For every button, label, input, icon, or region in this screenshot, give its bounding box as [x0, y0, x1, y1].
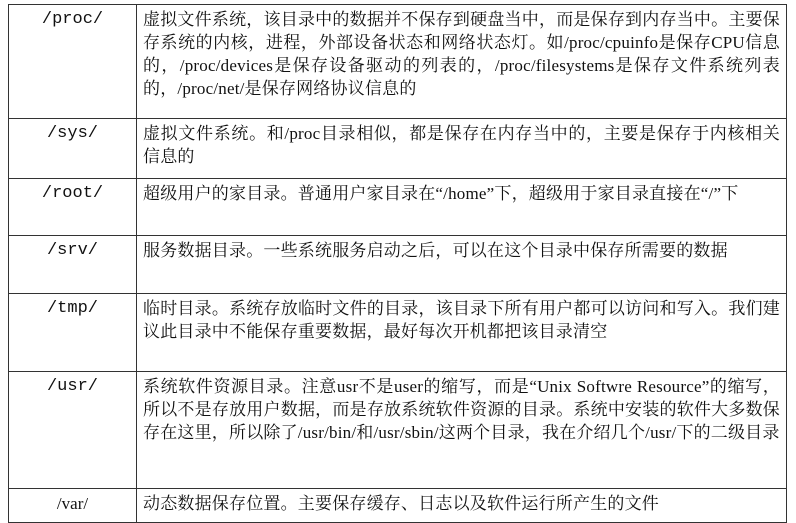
- directory-path: /sys/: [9, 119, 137, 179]
- directory-path: /srv/: [9, 236, 137, 294]
- directory-path: /proc/: [9, 5, 137, 119]
- table-row: [9, 179, 787, 236]
- directory-description: 服务数据目录。一些系统服务启动之后，可以在这个目录中保存所需要的数据: [137, 236, 787, 294]
- directory-description: 超级用户的家目录。普通用户家目录在“/home”下，超级用于家目录直接在“/”下: [137, 179, 787, 236]
- directory-description: 动态数据保存位置。主要保存缓存、日志以及软件运行所产生的文件: [137, 489, 787, 523]
- directory-description: 系统软件资源目录。注意usr不是user的缩写，而是“Unix Softwre Resource”的缩写，所以不是存放用户数据，而是存放系统软件资源的目录。系统中安装的软件大多数保存在这里，所以除了/usr/bin/和/usr/sbin/这两个目录，我在介绍几个/usr/下的二级目录: [137, 372, 787, 489]
- directory-table: [8, 4, 787, 523]
- table-row: [9, 372, 787, 489]
- directory-description: 临时目录。系统存放临时文件的目录，该目录下所有用户都可以访问和写入。我们建议此目录中不能保存重要数据，最好每次开机都把该目录清空: [137, 294, 787, 372]
- directory-description: 虚拟文件系统，该目录中的数据并不保存到硬盘当中，而是保存到内存当中。主要保存系统的内核，进程，外部设备状态和网络状态灯。如/proc/cpuinfo是保存CPU信息的，/proc/devices是保存设备驱动的列表的，/proc/filesystems是保存文件系统列表的，/proc/net/是保存网络协议信息的: [137, 5, 787, 119]
- table-row: [9, 236, 787, 294]
- table-row: [9, 119, 787, 179]
- directory-description: 虚拟文件系统。和/proc目录相似，都是保存在内存当中的，主要是保存于内核相关信息的: [137, 119, 787, 179]
- directory-path: /root/: [9, 179, 137, 236]
- directory-path: /usr/: [9, 372, 137, 489]
- table-row: [9, 5, 787, 119]
- directory-path: /tmp/: [9, 294, 137, 372]
- table-row: [9, 294, 787, 372]
- directory-path: /var/: [9, 489, 137, 523]
